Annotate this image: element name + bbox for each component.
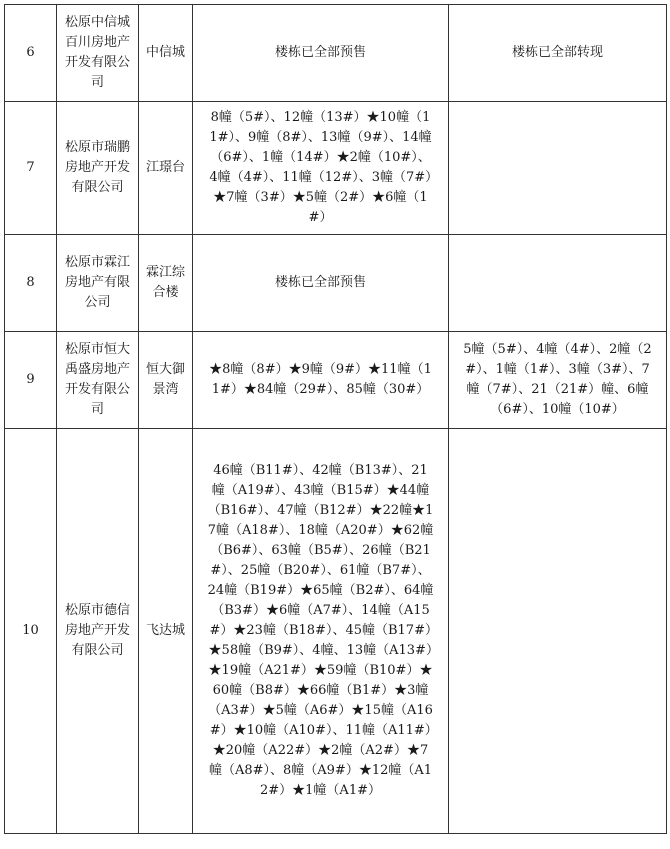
project-name: 恒大御景湾 — [139, 332, 193, 429]
presale-buildings: 楼栋已全部预售 — [193, 5, 449, 102]
table-row — [5, 429, 667, 834]
project-name: 飞达城 — [139, 429, 193, 834]
current-buildings: 5幢（5#）、4幢（4#）、2幢（2#）、1幢（1#）、3幢（3#）、7幢（7#）、21（21#）幢、6幢（6#）、10幢（10#） — [449, 332, 667, 429]
project-name: 霖江综合楼 — [139, 235, 193, 332]
presale-buildings: 楼栋已全部预售 — [193, 235, 449, 332]
company-name: 松原市恒大禹盛房地产开发有限公司 — [57, 332, 139, 429]
table-row — [5, 5, 667, 102]
company-name: 松原市霖江房地产有限公司 — [57, 235, 139, 332]
company-name: 松原市德信房地产开发有限公司 — [57, 429, 139, 834]
company-name: 松原中信城百川房地产开发有限公司 — [57, 5, 139, 102]
project-name: 中信城 — [139, 5, 193, 102]
presale-buildings: ★8幢（8#）★9幢（9#）★11幢（11#）★84幢（29#）、85幢（30#） — [193, 332, 449, 429]
row-number: 7 — [5, 102, 57, 235]
table-row — [5, 332, 667, 429]
table-row — [5, 235, 667, 332]
row-number: 9 — [5, 332, 57, 429]
current-buildings — [449, 429, 667, 834]
row-number: 10 — [5, 429, 57, 834]
presale-buildings: 8幢（5#）、12幢（13#）★10幢（11#）、9幢（8#）、13幢（9#）、14幢（6#）、1幢（14#）★2幢（10#）、4幢（4#）、11幢（12#）、3幢（7#）★7幢（3#）★5幢（2#）★6幢（1#） — [193, 102, 449, 235]
table-row — [5, 102, 667, 235]
current-buildings — [449, 102, 667, 235]
row-number: 8 — [5, 235, 57, 332]
current-buildings: 楼栋已全部转现 — [449, 5, 667, 102]
building-table — [4, 4, 667, 834]
document-page — [4, 4, 666, 834]
presale-buildings: 46幢（B11#）、42幢（B13#）、21幢（A19#）、43幢（B15#）★44幢（B16#）、47幢（B12#）★22幢★17幢（A18#）、18幢（A20#）★62幢（B6#）、63幢（B5#）、26幢（B21#）、25幢（B20#）、61幢（B7#）、24幢（B19#）★65幢（B2#）、64幢（B3#）★6幢（A7#）、14幢（A15#）★23幢（B18#）、45幢（B17#）★58幢（B9#）、4幢、13幢（A13#）★19幢（A21#）★59幢（B10#）★60幢（B8#）★66幢（B1#）★3幢（A3#）★5幢（A6#）★15幢（A16#）★10幢（A10#）、11幢（A11#）★20幢（A22#）★2幢（A2#）★7幢（A8#）、8幢（A9#）★12幢（A12#）★1幢（A1#） — [193, 429, 449, 834]
company-name: 松原市瑞鹏房地产开发有限公司 — [57, 102, 139, 235]
current-buildings — [449, 235, 667, 332]
project-name: 江璟台 — [139, 102, 193, 235]
row-number: 6 — [5, 5, 57, 102]
